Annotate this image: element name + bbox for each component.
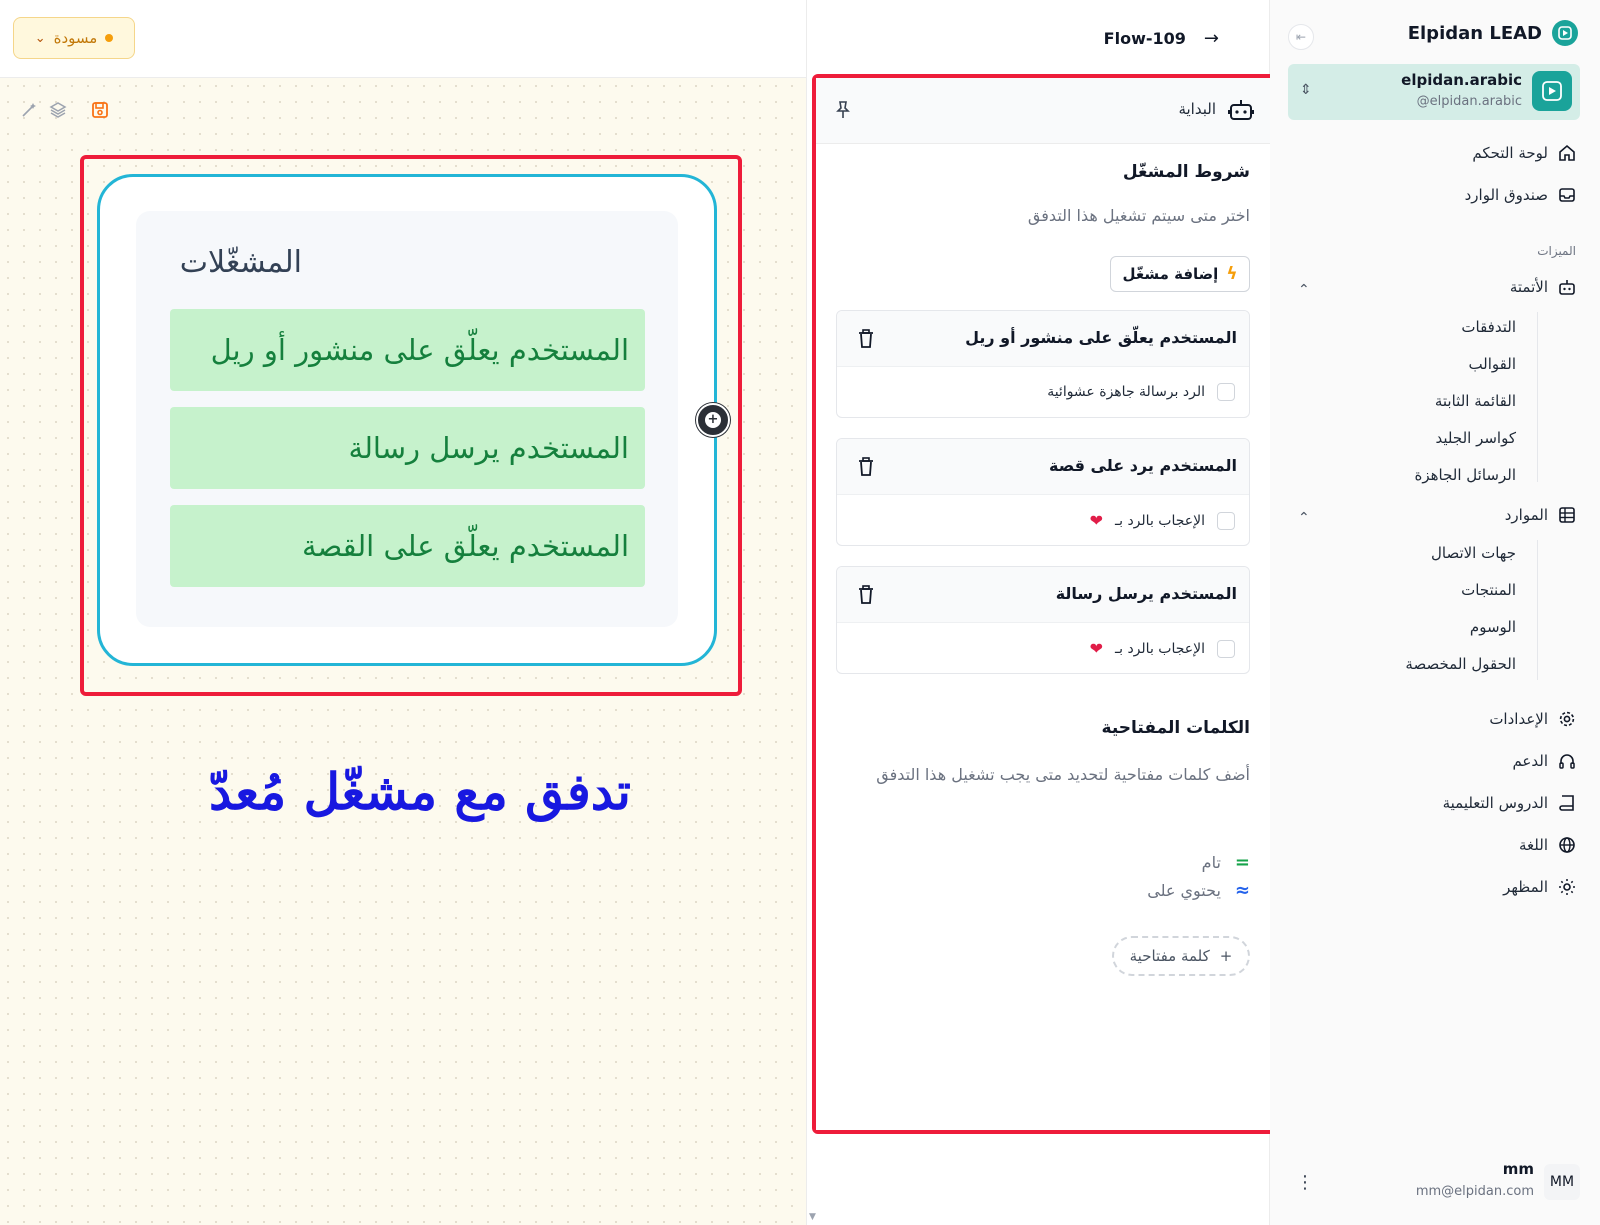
add-trigger-button[interactable] [1110,256,1250,292]
nav-tags[interactable]: الوسوم [1469,618,1516,636]
trigger-card [836,438,1250,546]
panel-header [816,78,1272,144]
user-name: mm [1502,1160,1534,1178]
nav-label: الإعدادات [1489,710,1548,728]
user-email: mm@elpidan.com [1415,1184,1534,1199]
nav-templates[interactable]: القوالب [1468,355,1516,373]
chevron-up-icon[interactable]: ⌃ [1298,510,1310,526]
option-checkbox[interactable] [1217,640,1235,658]
globe-icon [1558,836,1576,854]
nav-support[interactable] [1512,752,1576,770]
trigger-node[interactable] [97,174,717,666]
submenu-divider [1537,540,1538,680]
trigger-option [1090,511,1235,530]
add-keyword-label: كلمة مفتاحية [1129,947,1210,965]
trigger-card [836,566,1250,674]
option-label: الإعجاب بالرد بـ [1115,512,1205,529]
plus-icon: + [705,412,721,428]
nav-dashboard[interactable] [1472,144,1576,162]
equals-icon: = [1234,852,1250,873]
plus-icon: + [1219,947,1233,965]
magic-wand-icon[interactable] [19,100,39,120]
nav-label: صندوق الوارد [1464,186,1548,204]
nav-flows[interactable]: التدفقات [1461,318,1516,336]
option-checkbox[interactable] [1217,512,1235,530]
option-label: الإعجاب بالرد بـ [1115,640,1205,657]
user-profile[interactable] [1288,1160,1580,1208]
inbox-icon [1558,186,1576,204]
trash-icon[interactable] [857,329,875,349]
nav-label: الدروس التعليمية [1442,794,1548,812]
lightning-icon: ϟ [1226,264,1238,284]
layers-icon[interactable] [48,100,68,120]
more-vertical-icon[interactable]: ⋮ [1296,1172,1314,1193]
nav-ice-breakers[interactable]: كواسر الجليد [1435,429,1516,447]
bot-icon [1228,98,1254,122]
nav-resources[interactable] [1505,506,1576,524]
nav-label: المظهر [1503,878,1548,896]
brand [1408,20,1578,46]
arrow-right-icon[interactable]: → [1203,27,1219,49]
flow-name[interactable]: Flow-109 [1103,28,1186,48]
option-checkbox[interactable] [1217,383,1235,401]
account-switcher[interactable] [1288,64,1580,120]
submenu-divider [1537,312,1538,482]
gear-icon [1558,710,1576,728]
start-settings-panel [816,78,1272,1130]
status-dropdown[interactable] [13,17,135,59]
panel-title: البداية [1178,100,1216,118]
approx-icon: ≈ [1234,880,1250,901]
account-avatar [1532,71,1572,111]
sun-icon [1558,878,1576,896]
trash-icon[interactable] [857,585,875,605]
nav-inbox[interactable] [1465,186,1576,204]
add-trigger-label: إضافة مشغّل [1122,265,1219,283]
nav-label: الأتمتة [1509,278,1548,296]
nav-settings[interactable] [1489,710,1576,728]
add-keyword-button[interactable] [1112,936,1250,976]
trigger-card-title: المستخدم يعلّق على منشور أو ريل [965,328,1237,347]
account-name: elpidan.arabic [1401,71,1522,89]
brand-logo-icon [1552,20,1578,46]
node-trigger-item[interactable]: المستخدم يعلّق على القصة [170,505,645,587]
match-contains-label: يحتوي على [1147,881,1221,900]
option-label: الرد برسالة جاهزة عشوائية [1047,384,1205,400]
nav-automation[interactable] [1510,278,1576,296]
chevron-down-icon: ⌄ [34,30,46,46]
nav-label: اللغة [1519,836,1548,854]
nav-custom-fields[interactable]: الحقول المخصصة [1405,655,1516,673]
nav-saved-replies[interactable]: الرسائل الجاهزة [1414,466,1516,484]
nav-persistent-menu[interactable]: القائمة الثابتة [1434,392,1516,410]
trigger-card-header [837,439,1250,495]
trigger-conditions-title: شروط المشغّل [1122,162,1250,182]
sidebar [1270,0,1600,1225]
brand-name: Elpidan LEAD [1407,22,1542,44]
keyword-match-contains [1147,880,1250,901]
trigger-card-title: المستخدم يرسل رسالة [1055,584,1237,603]
grid-icon [1558,506,1576,524]
flow-header [807,0,1271,76]
trigger-conditions-subtitle: اختر متى سيتم تشغيل هذا التدفق [1027,206,1250,225]
nav-products[interactable]: المنتجات [1461,581,1516,599]
chevron-updown-icon: ⇕ [1300,82,1312,98]
keywords-description: أضف كلمات مفتاحية لتحديد متى يجب تشغيل هذا التدفق [876,765,1250,784]
trash-icon[interactable] [857,457,875,477]
trigger-card [836,310,1250,418]
pin-icon[interactable] [834,100,852,120]
heart-icon: ❤ [1089,511,1103,530]
trigger-node-title: المشغّلات [179,245,302,280]
node-trigger-item[interactable]: المستخدم يعلّق على منشور أو ريل [170,309,645,391]
nav-contacts[interactable]: جهات الاتصال [1430,544,1516,562]
trigger-card-header [837,311,1250,367]
trigger-card-title: المستخدم يرد على قصة [1048,456,1237,475]
annotation-caption: تدفق مع مشغّل مُعدّ [209,762,631,821]
collapse-sidebar-icon[interactable]: ⇤ [1288,24,1314,50]
node-trigger-item[interactable]: المستخدم يرسل رسالة [170,407,645,489]
scroll-down-icon[interactable]: ▼ [809,1212,816,1222]
nav-appearance[interactable] [1503,878,1576,896]
account-handle: @elpidan.arabic [1416,94,1522,109]
nav-label: الموارد [1504,506,1548,524]
trigger-option [1090,639,1235,658]
keywords-title: الكلمات المفتاحية [1101,718,1250,738]
bot-icon [1558,278,1576,296]
trigger-option [1047,383,1235,401]
add-connection-button[interactable] [696,403,730,437]
nav-language[interactable] [1519,836,1576,854]
nav-label: الدعم [1512,752,1548,770]
nav-tutorials[interactable] [1443,794,1576,812]
features-section-label: الميزات [1537,244,1576,258]
save-icon[interactable] [90,100,110,120]
nav-label: لوحة التحكم [1472,144,1548,162]
match-exact-label: تام [1201,853,1221,872]
user-avatar: MM [1544,1164,1580,1200]
status-dot [105,34,113,42]
heart-icon: ❤ [1089,639,1103,658]
book-icon [1558,794,1576,812]
status-label: مسودة [53,29,98,47]
trigger-node-body [136,211,678,627]
trigger-card-header [837,567,1250,623]
home-icon [1558,144,1576,162]
chevron-up-icon[interactable]: ⌃ [1298,282,1310,298]
canvas-toolbar [0,0,806,78]
keyword-match-exact [1202,852,1250,873]
headphones-icon [1558,752,1576,770]
